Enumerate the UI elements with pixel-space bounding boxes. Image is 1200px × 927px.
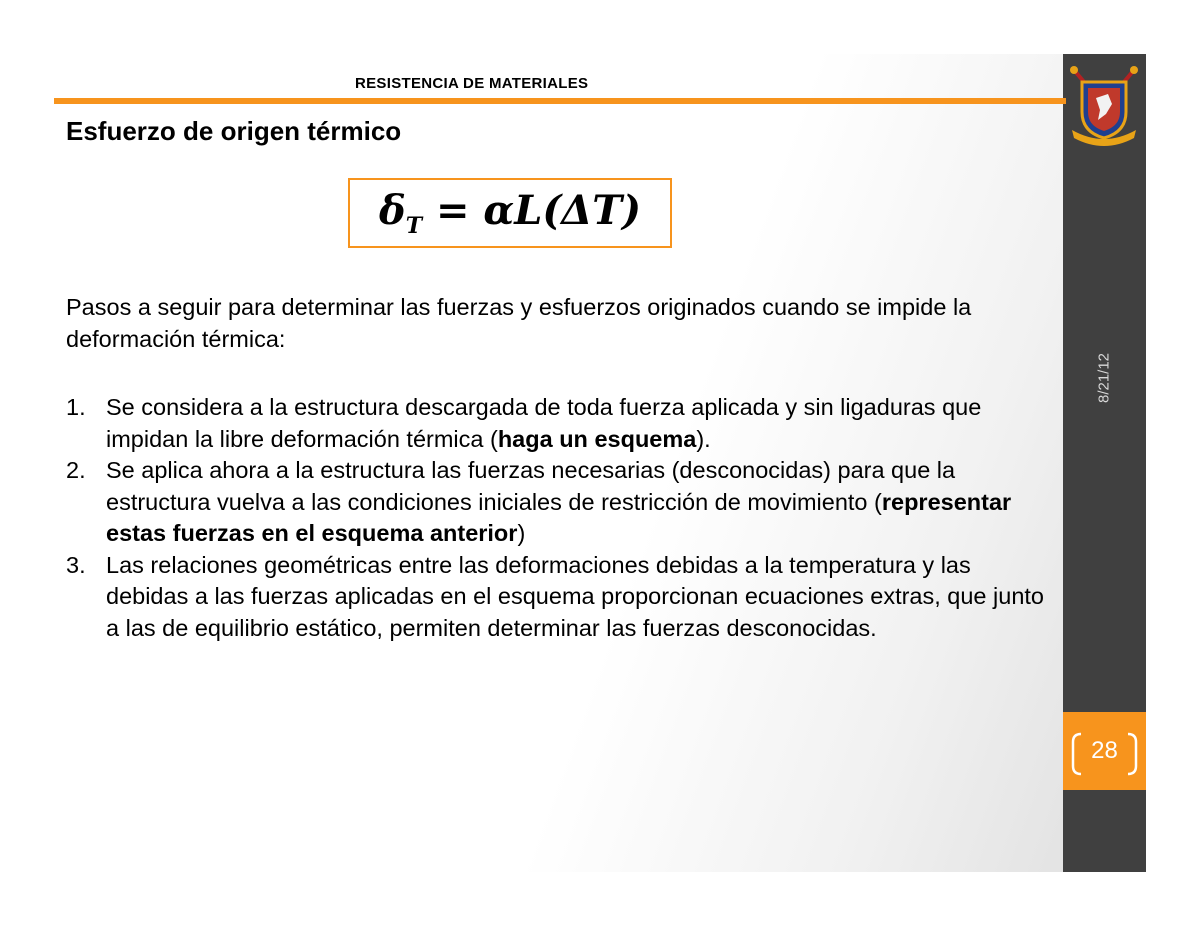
step-text: Las relaciones geométricas entre las deformaciones debidas a la temperatura y las debidas a las fuerzas aplicadas en el esquema proporcionan ecuaciones extras, que junto a las de equilibrio estático, permiten determinar las fuerzas desconocidas. bbox=[106, 551, 1044, 641]
step-text: Se considera a la estructura descargada de toda fuerza aplicada y sin ligaduras que impidan la libre deformación térmica ( bbox=[106, 394, 982, 452]
list-item bbox=[66, 455, 1056, 550]
slide-date: 8/21/12 bbox=[1095, 352, 1113, 404]
step-number: 1. bbox=[66, 394, 86, 420]
steps-list bbox=[66, 392, 1056, 644]
header-divider bbox=[54, 98, 1066, 104]
step-text-end: ). bbox=[696, 425, 711, 452]
formula-lhs: δ bbox=[379, 187, 406, 234]
step-text-end: ) bbox=[517, 520, 526, 546]
university-logo-icon bbox=[1068, 64, 1140, 150]
step-number: 3. bbox=[66, 551, 86, 578]
step-bold-text: representar estas fuerzas en el esquema anterior bbox=[106, 488, 1012, 546]
formula-subscript: T bbox=[405, 213, 423, 239]
step-text: Se aplica ahora a la estructura las fuerzas necesarias (desconocidas) para que la estructura vuelva a las condiciones iniciales de restricción de movimiento ( bbox=[106, 457, 956, 515]
list-item bbox=[66, 392, 1056, 455]
step-number: 2. bbox=[66, 457, 86, 483]
course-header: RESISTENCIA DE MATERIALES bbox=[355, 75, 589, 92]
intro-paragraph: Pasos a seguir para determinar las fuerzas y esfuerzos originados cuando se impide la deformación térmica: bbox=[66, 294, 972, 352]
page-number: 28 bbox=[1091, 737, 1118, 764]
thermal-deformation-formula bbox=[379, 187, 641, 239]
list-item bbox=[66, 550, 1056, 645]
page-number-box bbox=[1063, 712, 1146, 790]
formula-box bbox=[348, 178, 672, 248]
formula-rhs: = αL(ΔT) bbox=[422, 187, 641, 234]
slide-title: Esfuerzo de origen térmico bbox=[66, 116, 402, 146]
step-bold-text: haga un esquema bbox=[497, 425, 697, 452]
